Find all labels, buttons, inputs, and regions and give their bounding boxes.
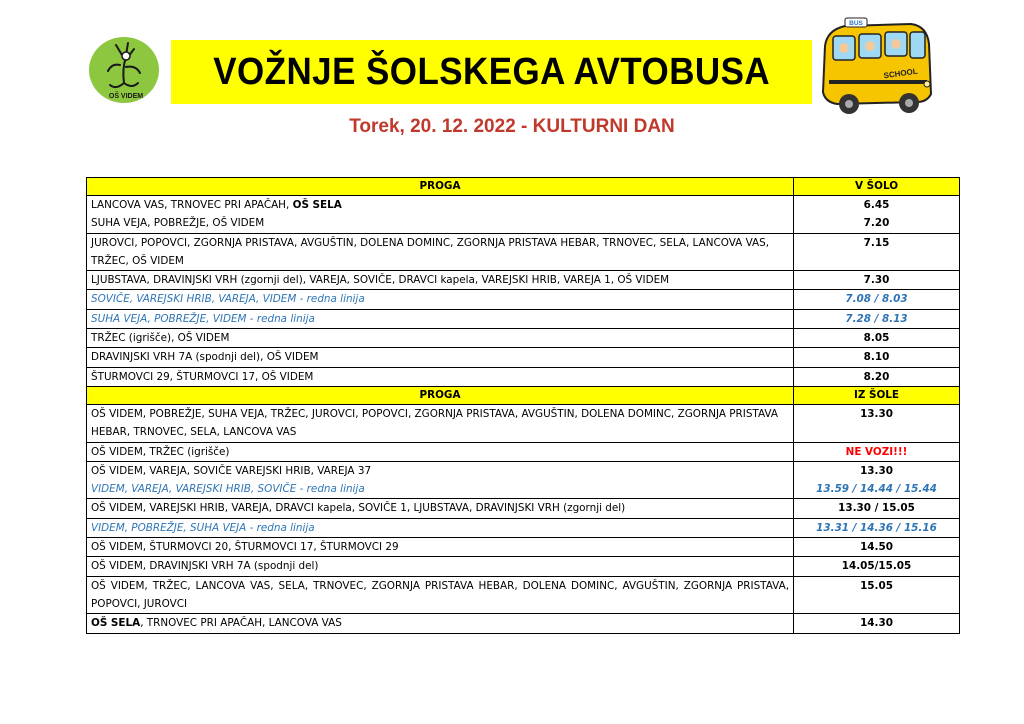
route-text-part: SUHA VEJA, POBREŽJE, VIDEM - redna linija (91, 312, 315, 325)
bus-school-text: SCHOOL (883, 66, 919, 81)
table-row (87, 348, 960, 367)
route-cell (87, 309, 794, 328)
time-cell (794, 290, 960, 309)
time-cell (794, 557, 960, 576)
table-row (87, 367, 960, 386)
time-column-header: V ŠOLO (794, 178, 960, 196)
section-header-row (87, 178, 960, 196)
departure-time: 6.45 (863, 199, 890, 211)
table-row (87, 499, 960, 518)
route-cell (87, 576, 794, 614)
time-cell (794, 233, 960, 271)
route-text (91, 310, 789, 328)
time-cell (794, 538, 960, 557)
route-text (91, 348, 789, 366)
table-row (87, 518, 960, 537)
route-text-part: JUROVCI, POPOVCI, ZGORNJA PRISTAVA, AVGUŠTIN, DOLENA DOMINC, ZGORNJA PRISTAVA HEBAR, TRNOVEC, SELA, LANCOVA VAS, TRŽEC, OŠ VIDEM (91, 236, 770, 267)
school-logo (86, 35, 164, 105)
route-text-part: OŠ VIDEM, TRŽEC, LANCOVA VAS, SELA, TRNOVEC, ZGORNJA PRISTAVA HEBAR, DOLENA DOMINC, AVGUŠTIN, ZGORNJA PRISTAVA, POPOVCI, JUROVCI (91, 579, 789, 610)
route-cell (87, 518, 794, 537)
route-text (91, 557, 789, 575)
route-cell (87, 442, 794, 461)
departure-time: 14.50 (860, 541, 893, 554)
departure-time: 13.30 (860, 464, 893, 477)
time-cell (794, 271, 960, 290)
route-cell (87, 367, 794, 386)
section-header-row (87, 386, 960, 404)
route-text (91, 614, 789, 632)
time-cell (794, 404, 960, 442)
route-text-part: SOVIČE, VAREJSKI HRIB, VAREJA, VIDEM - redna linija (91, 293, 365, 306)
departure-time: 7.30 (863, 274, 890, 287)
route-cell (87, 233, 794, 271)
schedule-table (86, 177, 960, 634)
departure-time: 7.08 / 8.03 (845, 293, 908, 306)
table-row (87, 461, 960, 499)
route-cell (87, 271, 794, 290)
table-row (87, 442, 960, 461)
table-row (87, 538, 960, 557)
route-column-header: PROGA (87, 386, 794, 404)
route-text (91, 462, 789, 480)
route-text-part: , TRNOVEC PRI APAČAH, LANCOVA VAS (140, 617, 342, 630)
departure-time: 14.30 (860, 617, 893, 630)
table-row (87, 290, 960, 309)
table-row (87, 233, 960, 271)
table-row (87, 557, 960, 576)
time-cell (794, 367, 960, 386)
time-cell (794, 309, 960, 328)
route-cell (87, 557, 794, 576)
route-cell (87, 196, 794, 234)
route-text-part: LANCOVA VAS, TRNOVEC PRI APAČAH, (91, 199, 293, 211)
route-cell (87, 329, 794, 348)
route-text-part: TRŽEC (igrišče), OŠ VIDEM (91, 332, 230, 345)
route-text (91, 499, 789, 517)
departure-time: 14.05/15.05 (841, 560, 912, 573)
route-text-part: VIDEM, VAREJA, VAREJSKI HRIB, SOVIČE - redna linija (91, 483, 365, 496)
school-name: OŠ SELA (91, 617, 141, 630)
time-cell (794, 196, 960, 234)
route-text (91, 234, 789, 271)
route-text-part: VIDEM, POBREŽJE, SUHA VEJA - redna linija (91, 521, 315, 534)
route-text-part: OŠ VIDEM, ŠTURMOVCI 20, ŠTURMOVCI 17, ŠTURMOVCI 29 (91, 541, 399, 554)
route-text (91, 271, 789, 289)
time-cell (794, 518, 960, 537)
route-text-part: SUHA VEJA, POBREŽJE, OŠ VIDEM (91, 217, 265, 230)
route-text (91, 329, 789, 347)
departure-time: 7.28 / 8.13 (845, 312, 908, 325)
table-row (87, 329, 960, 348)
bus-sign-text: BUS (849, 20, 863, 27)
route-text (91, 290, 789, 308)
time-column-header: IZ ŠOLE (794, 386, 960, 404)
departure-time: 15.05 (860, 579, 893, 592)
time-cell (794, 499, 960, 518)
route-text (91, 577, 789, 614)
route-text (91, 405, 789, 442)
departure-time: 8.10 (863, 351, 890, 364)
table-row (87, 196, 960, 234)
route-cell (87, 538, 794, 557)
route-cell (87, 290, 794, 309)
route-text (91, 196, 789, 214)
route-text-part: ŠTURMOVCI 29, ŠTURMOVCI 17, OŠ VIDEM (91, 370, 314, 383)
time-cell (794, 461, 960, 499)
departure-time: 13.30 (860, 407, 893, 420)
departure-time: 13.31 / 14.36 / 15.16 (816, 521, 937, 534)
logo-text: OŠ VIDEM (108, 93, 144, 100)
event-subtitle: Torek, 20. 12. 2022 - KULTURNI DAN (349, 116, 675, 137)
route-text (91, 538, 789, 556)
departure-time: 7.15 (863, 236, 890, 249)
departure-time: 7.20 (863, 217, 890, 230)
route-text (91, 214, 789, 232)
time-cell (794, 348, 960, 367)
table-row (87, 404, 960, 442)
departure-time: 13.30 / 15.05 (838, 502, 915, 515)
route-cell (87, 614, 794, 633)
departure-time: NE VOZI!!! (845, 445, 908, 458)
time-cell (794, 442, 960, 461)
route-text (91, 480, 789, 498)
departure-time: 8.20 (863, 370, 890, 383)
table-row (87, 576, 960, 614)
route-text-part: OŠ VIDEM, POBREŽJE, SUHA VEJA, TRŽEC, JUROVCI, POPOVCI, ZGORNJA PRISTAVA, AVGUŠTIN, DOLENA DOMINC, ZGORNJA PRISTAVA HEBAR, TRNOVEC, SELA, LANCOVA VAS (91, 407, 778, 439)
school-bus-icon (815, 16, 935, 116)
route-text-part: OŠ VIDEM, VAREJA, SOVIČE VAREJSKI HRIB, VAREJA 37 (91, 464, 372, 477)
route-cell (87, 499, 794, 518)
table-row (87, 271, 960, 290)
title-banner (171, 40, 812, 104)
route-text-part: OŠ VIDEM, VAREJSKI HRIB, VAREJA, DRAVCI kapela, SOVIČE 1, LJUBSTAVA, DRAVINJSKI VRH (zgornji del) (91, 502, 626, 515)
time-cell (794, 576, 960, 614)
route-text-part: DRAVINJSKI VRH 7A (spodnji del), OŠ VIDEM (91, 351, 319, 364)
route-column-header: PROGA (87, 178, 794, 196)
route-text-part: LJUBSTAVA, DRAVINJSKI VRH (zgornji del), VAREJA, SOVIČE, DRAVCI kapela, VAREJSKI HRIB, VAREJA 1, OŠ VIDEM (91, 274, 670, 287)
departure-time: 13.59 / 14.44 / 15.44 (816, 483, 937, 496)
route-text-part: OŠ VIDEM, TRŽEC (igrišče) (91, 445, 230, 458)
route-cell (87, 348, 794, 367)
route-cell (87, 404, 794, 442)
time-cell (794, 614, 960, 633)
school-name: OŠ SELA (292, 199, 342, 211)
route-text (91, 368, 789, 386)
route-cell (87, 461, 794, 499)
page-title: VOŽNJE ŠOLSKEGA AVTOBUSA (213, 50, 770, 93)
table-row (87, 309, 960, 328)
route-text (91, 519, 789, 537)
table-row (87, 614, 960, 633)
time-cell (794, 329, 960, 348)
route-text (91, 443, 789, 461)
route-text-part: OŠ VIDEM, DRAVINJSKI VRH 7A (spodnji del) (91, 560, 319, 573)
departure-time: 8.05 (863, 332, 890, 345)
